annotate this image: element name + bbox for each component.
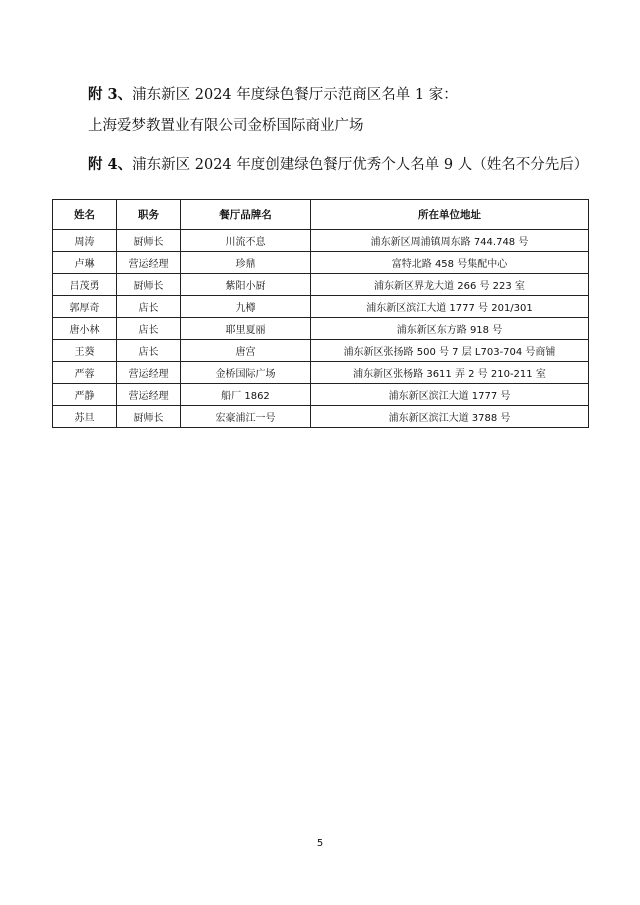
table-row	[53, 230, 589, 252]
annex-3-label: 附 3、	[88, 86, 133, 103]
table-row	[53, 252, 589, 274]
cell-position: 营运经理	[117, 384, 181, 406]
cell-address: 浦东新区张扬路 500 号 7 层 L703-704 号商铺	[311, 340, 589, 362]
cell-address: 浦东新区周浦镇周东路 744.748 号	[311, 230, 589, 252]
cell-name: 郭厚奇	[53, 296, 117, 318]
cell-position: 营运经理	[117, 362, 181, 384]
cell-position: 厨师长	[117, 274, 181, 296]
table-header-row	[53, 200, 589, 230]
cell-address: 浦东新区滨江大道 1777 号	[311, 384, 589, 406]
cell-name: 吕茂勇	[53, 274, 117, 296]
cell-restaurant-brand: 九樽	[181, 296, 311, 318]
cell-name: 周涛	[53, 230, 117, 252]
cell-name: 王葵	[53, 340, 117, 362]
cell-restaurant-brand: 珍鼎	[181, 252, 311, 274]
annex-4-title: 浦东新区 2024 年度创建绿色餐厅优秀个人名单 9 人（姓名不分先后）	[132, 157, 589, 173]
table-row	[53, 362, 589, 384]
cell-position: 店长	[117, 318, 181, 340]
annex-4-label: 附 4、	[88, 156, 133, 173]
cell-name: 苏旦	[53, 406, 117, 428]
cell-restaurant-brand: 唐宫	[181, 340, 311, 362]
table-row	[53, 296, 589, 318]
cell-restaurant-brand: 宏豪浦江一号	[181, 406, 311, 428]
excellent-individuals-table	[52, 199, 589, 428]
cell-name: 严蓉	[53, 362, 117, 384]
table-row	[53, 406, 589, 428]
header-name: 姓名	[53, 200, 117, 230]
cell-restaurant-brand: 紫阳小厨	[181, 274, 311, 296]
cell-name: 严静	[53, 384, 117, 406]
header-position: 职务	[117, 200, 181, 230]
table-row	[53, 340, 589, 362]
cell-name: 卢琳	[53, 252, 117, 274]
annex-4-heading	[88, 155, 588, 175]
table-row	[53, 274, 589, 296]
header-restaurant-brand: 餐厅品牌名	[181, 200, 311, 230]
cell-position: 营运经理	[117, 252, 181, 274]
cell-restaurant-brand: 船厂 1862	[181, 384, 311, 406]
annex-3-title: 浦东新区 2024 年度绿色餐厅示范商区名单 1 家：	[132, 87, 458, 103]
cell-address: 浦东新区东方路 918 号	[311, 318, 589, 340]
cell-address: 浦东新区张杨路 3611 弄 2 号 210-211 室	[311, 362, 589, 384]
cell-position: 店长	[117, 296, 181, 318]
cell-address: 富特北路 458 号集配中心	[311, 252, 589, 274]
page-number: 5	[316, 838, 324, 849]
cell-position: 厨师长	[117, 406, 181, 428]
table-row	[53, 318, 589, 340]
cell-position: 店长	[117, 340, 181, 362]
annex-3-entry: 上海爱梦教置业有限公司金桥国际商业广场	[88, 118, 364, 134]
cell-restaurant-brand: 耶里夏丽	[181, 318, 311, 340]
cell-position: 厨师长	[117, 230, 181, 252]
cell-restaurant-brand: 川流不息	[181, 230, 311, 252]
cell-address: 浦东新区滨江大道 1777 号 201/301	[311, 296, 589, 318]
cell-restaurant-brand: 金桥国际广场	[181, 362, 311, 384]
annex-3-heading	[88, 85, 458, 105]
cell-address: 浦东新区界龙大道 266 号 223 室	[311, 274, 589, 296]
table-row	[53, 384, 589, 406]
header-address: 所在单位地址	[311, 200, 589, 230]
cell-address: 浦东新区滨江大道 3788 号	[311, 406, 589, 428]
cell-name: 唐小林	[53, 318, 117, 340]
